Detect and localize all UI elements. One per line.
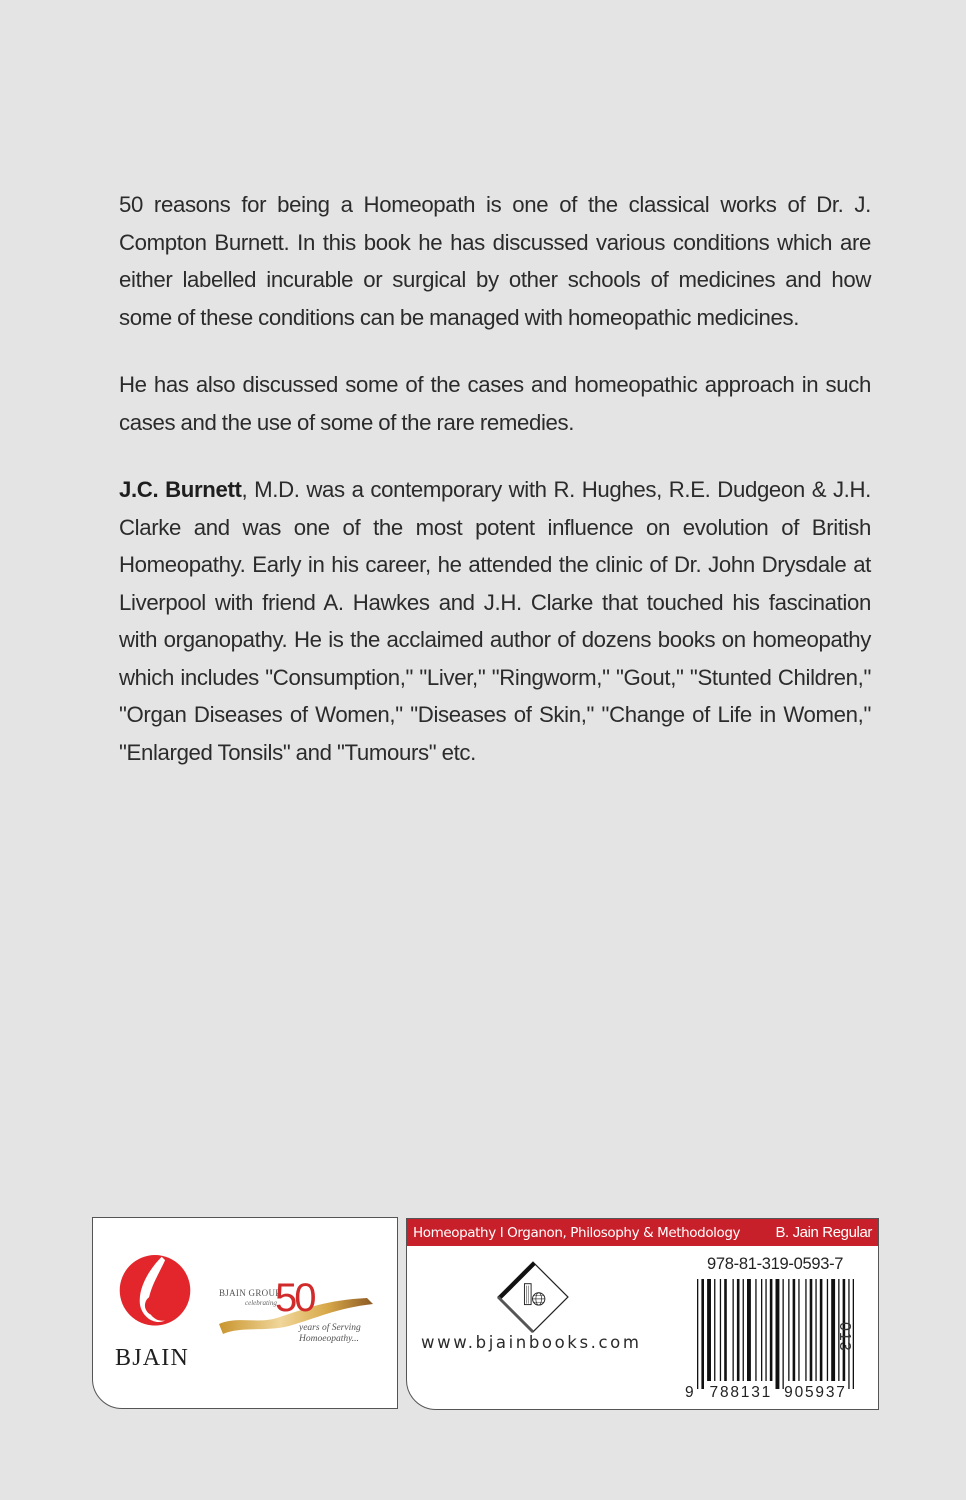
anniversary-line-2: Homoeopathy... <box>299 1334 359 1344</box>
barcode-bar <box>783 1279 784 1389</box>
barcode-bar <box>747 1279 751 1381</box>
barcode-bar <box>788 1279 789 1381</box>
blurb-paragraph-2: He has also discussed some of the cases and homeopathic approach in such cases and the use of some of the rare remedies. <box>119 372 871 435</box>
author-name: J.C. Burnett <box>119 477 242 502</box>
barcode-bar <box>793 1279 796 1381</box>
barcode-first-digit: 9 <box>685 1384 696 1401</box>
barcode-bar <box>827 1279 828 1381</box>
barcode-digits <box>685 1384 847 1402</box>
anniversary-celebrating: celebrating <box>245 1299 277 1307</box>
category-label: Homeopathy I Organon, Philosophy & Methodology <box>413 1224 741 1241</box>
publisher-logo-panel <box>92 1217 398 1409</box>
bjain-logo-icon <box>113 1250 197 1334</box>
barcode-bar <box>810 1279 813 1381</box>
barcode-bar <box>714 1279 715 1381</box>
barcode-left-group: 788131 <box>709 1384 773 1401</box>
bjain-wordmark: BJAIN <box>115 1345 190 1371</box>
barcode-bar <box>765 1279 766 1381</box>
barcode-bar <box>707 1279 711 1381</box>
book-globe-logo-icon <box>495 1259 571 1335</box>
barcode-bar <box>701 1279 704 1389</box>
isbn-barcode <box>695 1279 855 1389</box>
isbn-number: 978-81-319-0593-7 <box>707 1255 844 1273</box>
barcode-bar <box>761 1279 762 1381</box>
barcode-right-group: 905937 <box>784 1384 847 1401</box>
barcode-bar <box>724 1279 727 1381</box>
barcode-bar <box>776 1279 780 1389</box>
barcode-bar <box>815 1279 816 1381</box>
anniversary-badge <box>217 1276 377 1350</box>
anniversary-line-1: years of Serving <box>299 1323 361 1333</box>
barcode-bar <box>733 1279 734 1381</box>
book-info-panel <box>406 1218 879 1410</box>
website-link[interactable]: www.bjainbooks.com <box>421 1333 642 1352</box>
barcode-bar <box>798 1279 799 1381</box>
author-bio <box>119 471 871 771</box>
back-cover-blurb <box>119 186 871 801</box>
category-bar <box>407 1219 878 1246</box>
barcode-bar <box>820 1279 823 1381</box>
barcode-bar <box>805 1279 806 1381</box>
barcode-bar <box>755 1279 756 1381</box>
barcode-bar <box>770 1279 773 1381</box>
author-bio-text: , M.D. was a contemporary with R. Hughes, R.E. Dudgeon & J.H. Clarke and was one of the most potent influence on evolution of British Homeopathy. Early in his career, he attended the clinic of Dr. John Drysdale at Liverpool with friend A. Hawkes and J.H. Clarke that touched his fascination with organopathy. He is the acclaimed author of dozens books on homeopathy which includes "Consumption," "Liver," "Ringworm," "Gout," "Stunted Children," "Organ Diseases of Women," "Diseases of Skin," "Change of Life in Women," "Enlarged Tonsils" and "Tumours" etc. <box>119 477 871 765</box>
barcode-bar <box>737 1279 740 1381</box>
barcode-bar <box>743 1279 744 1381</box>
blurb-paragraph-1: 50 reasons for being a Homeopath is one of the classical works of Dr. J. Compton Burnett. In this book he has discussed various conditions which are either labelled incurable or surgical by other schools of medicines and how some of these conditions can be managed with homeopathic medicines. <box>119 192 871 330</box>
addon-code: 013 <box>836 1322 853 1352</box>
barcode-bar <box>720 1279 721 1381</box>
series-label: B. Jain Regular <box>775 1224 872 1241</box>
barcode-bar <box>697 1279 698 1389</box>
anniversary-group: BJAIN GROUP <box>219 1288 281 1298</box>
anniversary-number: 50 <box>275 1276 314 1320</box>
